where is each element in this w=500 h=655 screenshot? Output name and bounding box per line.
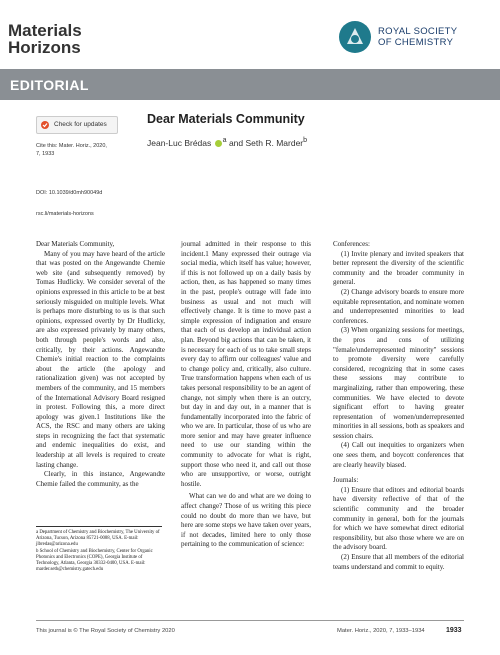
list-item: (3) When organizing sessions for meetings, the pros and cons of utilizing "female/underrepresented minority" sessions to promote diversity were carefully considered, recognizing that in some cases these sessions may contribute to marginalizing, rather than empowering, these communities. We have elected to devote significant effort to having greater representation of women/underrepresented minorities in all sessions, both as speakers and session chairs. [333, 326, 464, 440]
list-item: (2) Change advisory boards to ensure more equitable representation, and nominate women and underrepresented minorities to lead conferences. [333, 287, 464, 325]
article-title: Dear Materials Community [147, 112, 305, 126]
check-for-updates-button[interactable] [36, 116, 118, 134]
rsc-logo [338, 18, 488, 58]
check-for-updates-label: Check for updates [54, 121, 107, 128]
list-item: (1) Ensure that editors and editorial boards have diversity reflective of that of the scientific community and the broader community in general, both for the journals for which we have somewhat direct editorial responsibility, but also those where we are on the advisory board. [333, 485, 464, 552]
paragraph: What can we do and what are we doing to affect change? Those of us writing this piece could no doubt do more than we have, but here are some steps we have taken over years, if not decades, limited here to only those pertaining to the communication of science: [181, 492, 311, 549]
footer-citation: Mater. Horiz., 2020, 7, 1933–1934 [337, 628, 425, 634]
affiliation-b: b School of Chemistry and Biochemistry, Center for Organic Photonics and Electronics (COPE), Georgia Institute of Technology, Atlanta, Georgia 30332-0400, USA. E-mail: marder.seth@chemistry.gatech.edu [36, 548, 153, 573]
page-number: 1933 [446, 627, 462, 634]
refresh-icon [40, 120, 50, 130]
orcid-icon[interactable] [215, 140, 222, 147]
journals-heading: Journals: [333, 476, 359, 485]
list-item: (1) Invite plenary and invited speakers that better represent the diversity of the scientific community and the broader community in general. [333, 249, 464, 287]
paragraph: Clearly, in this instance, Angewandte Chemie failed the community, as the [36, 470, 165, 488]
affiliations [36, 530, 164, 573]
journal-name-line2: Horizons [8, 38, 81, 57]
body-column-1 [36, 240, 165, 489]
citation-info [36, 142, 107, 158]
body-column-2 [181, 240, 311, 550]
author-marder-affiliation: b [303, 136, 308, 144]
salutation: Dear Materials Community, [36, 240, 115, 248]
footer-copyright: This journal is © The Royal Society of Chemistry 2020 [36, 628, 175, 634]
list-item: (2) Ensure that all members of the editorial teams understand and commit to equity. [333, 553, 464, 571]
journal-name-line1: Materials [8, 21, 82, 40]
affiliation-a: a Department of Chemistry and Biochemistry, The University of Arizona, Tucson, Arizona 85721-0088, USA. E-mail: jlbredas@arizona.edu [36, 530, 160, 548]
journal-url[interactable]: rsc.li/materials-horizons [36, 211, 94, 217]
rsc-emblem-icon [338, 20, 372, 54]
publisher-line2: OF CHEMISTRY [378, 37, 454, 48]
citation-line1: Cite this: Mater. Horiz., 2020, [36, 143, 107, 149]
section-banner [0, 69, 500, 100]
citation-line2: 7, 1933 [36, 151, 55, 157]
body-column-3 [333, 240, 464, 572]
footer-divider [36, 620, 464, 621]
doi[interactable]: DOI: 10.1039/d0mh90049d [36, 190, 103, 196]
publisher-line1: ROYAL SOCIETY [378, 26, 458, 37]
footnote-divider [36, 526, 162, 527]
section-label: EDITORIAL [10, 77, 89, 93]
author-bredas-affiliation: a [222, 136, 227, 144]
conferences-heading: Conferences: [333, 240, 370, 248]
journal-name [8, 22, 82, 56]
author-bredas[interactable]: Jean-Luc Brédas [147, 137, 212, 148]
list-item: (4) Call out inequities to organizers when one sees them, and boycott conferences that are clearly heavily biased. [333, 441, 464, 469]
paragraph: Many of you may have heard of the article that was posted on the Angewandte Chemie web site (and subsequently removed) by Tomas Hudlicky. We consider several of the opinions expressed in this article to be at best seriously misguided on multiple levels. What is perhaps more disturbing to us is that such opinions, expressed overtly by Dr Hudlicky, are also expressed privately by many others, both through people's words and also, critically, by their actions. Angewandte Chemie's initial reaction to the complaints about the article (the apology and rationalization given) was not accepted by members of the community, and 15 members of the International Advisory Board resigned in protest. Following this, a more direct apology was given.1 Institutions like the ACS, the RSC and many others are taking steps in recognizing the fact that systematic and endemic inequalities do exist, and leadership at all levels is required to create lasting change. [36, 249, 165, 469]
author-marder[interactable]: and Seth R. Marder [228, 137, 304, 148]
paragraph: journal admitted in their response to this incident.1 Many expressed their outrage via social media, which itself has value; however, if this is not followed up on a daily basis by action, then, as has happened so many times in the past, people's outrage will fade into business as usual and not much will effectively change. It is time to move past a simple expression of indignation and ensure that each of us develop an individual action plan. Beyond big actions that can be taken, it is necessary for each of us to take small steps every day to affirm our colleagues' value and to change policy and, critically, also culture. True transformation happens when each of us takes personal responsibility to be an agent of change, not simply when there is an outcry, but day in and day out, in a manner that is fundamentally incorporated into the fabric of who we are. In particular, those of us who are more senior and may have greater influence need to use our standing within the community to advocate for what is right, support those who need it, and call out those who are unsupportive, or worse, outright hostile. [181, 240, 311, 488]
authors [147, 136, 307, 148]
